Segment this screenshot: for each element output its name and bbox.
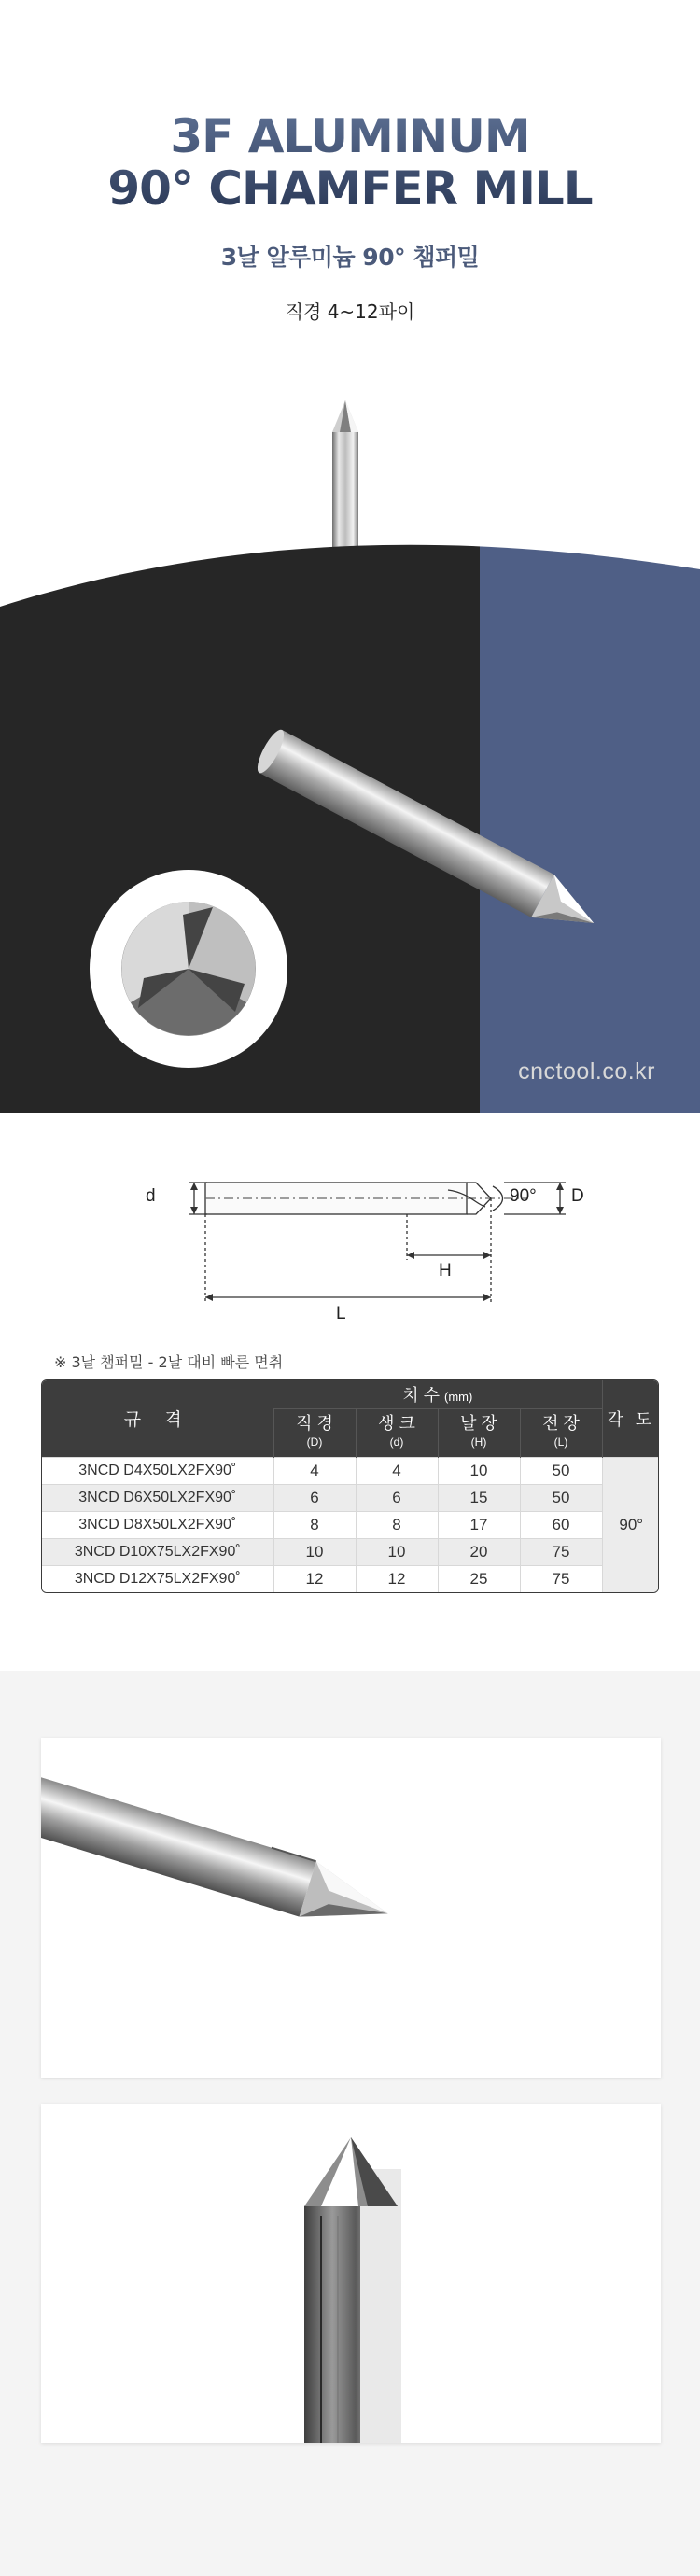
header-col-diameter xyxy=(273,1408,356,1457)
cell-overall-length: 60 xyxy=(520,1511,602,1538)
spec-note: ※ 3날 챔퍼밀 - 2날 대비 빠른 면취 xyxy=(54,1353,284,1371)
cell-flute-length: 20 xyxy=(438,1538,520,1565)
cell-shank: 12 xyxy=(356,1565,438,1592)
cell-overall-length: 50 xyxy=(520,1457,602,1484)
tool-photo-diagonal xyxy=(41,1738,661,2078)
cell-diameter: 6 xyxy=(273,1484,356,1511)
cell-diameter: 10 xyxy=(273,1538,356,1565)
hero-panel xyxy=(0,523,700,1113)
tool-photo-vertical xyxy=(41,2104,661,2443)
cell-shank: 8 xyxy=(356,1511,438,1538)
cell-overall-length: 75 xyxy=(520,1565,602,1592)
header-col-overall-length xyxy=(520,1408,602,1457)
header-dimension-label: 치 수 xyxy=(402,1385,440,1405)
cell-model: 3NCD D6X50LX2FX90˚ xyxy=(42,1484,273,1511)
dim-label-angle: 90° xyxy=(510,1186,537,1206)
dim-label-flute-length: H xyxy=(439,1261,452,1281)
table-row xyxy=(42,1457,659,1484)
header-col-shank xyxy=(356,1408,438,1457)
brand-watermark: cnctool.co.kr xyxy=(518,1058,655,1085)
cell-shank: 6 xyxy=(356,1484,438,1511)
product-title-line-2: 90° CHAMFER MILL xyxy=(107,161,593,216)
header-col-symbol: (D) xyxy=(306,1435,323,1449)
header-col-symbol: (d) xyxy=(389,1435,404,1449)
cell-model: 3NCD D8X50LX2FX90˚ xyxy=(42,1511,273,1538)
dim-label-overall-length: L xyxy=(336,1304,346,1323)
table-row xyxy=(42,1538,659,1565)
header-col-label: 전 장 xyxy=(542,1414,580,1433)
tool-drawing xyxy=(140,1162,607,1335)
cell-flute-length: 25 xyxy=(438,1565,520,1592)
header-col-flute-length xyxy=(438,1408,520,1457)
cell-angle: 90° xyxy=(602,1457,659,1592)
cell-flute-length: 17 xyxy=(438,1511,520,1538)
product-title xyxy=(0,110,700,215)
header-col-symbol: (L) xyxy=(553,1435,568,1449)
product-subtitle: 3날 알루미늄 90° 챔퍼밀 xyxy=(220,244,480,271)
header-dimension-unit: (mm) xyxy=(443,1389,473,1404)
cell-flute-length: 10 xyxy=(438,1457,520,1484)
header-dimension xyxy=(273,1380,602,1408)
cell-model: 3NCD D4X50LX2FX90˚ xyxy=(42,1457,273,1484)
cell-shank: 10 xyxy=(356,1538,438,1565)
photo-vertical-closeup xyxy=(41,2104,661,2443)
cell-overall-length: 50 xyxy=(520,1484,602,1511)
dimension-diagram xyxy=(140,1162,607,1335)
spec-table xyxy=(41,1379,659,1593)
header-col-label: 생 크 xyxy=(378,1414,415,1433)
cell-flute-length: 15 xyxy=(438,1484,520,1511)
diameter-caption: 직경 4~12파이 xyxy=(285,301,415,323)
cell-model: 3NCD D12X75LX2FX90˚ xyxy=(42,1565,273,1592)
cell-overall-length: 75 xyxy=(520,1538,602,1565)
header-col-label: 직 경 xyxy=(296,1414,333,1433)
cell-shank: 4 xyxy=(356,1457,438,1484)
dim-label-diameter: D xyxy=(571,1186,584,1206)
header-col-symbol: (H) xyxy=(470,1435,487,1449)
table-row xyxy=(42,1511,659,1538)
product-title-line-1: 3F ALUMINUM xyxy=(170,109,530,163)
photo-tip-closeup xyxy=(41,1738,661,2078)
header-spec: 규 격 xyxy=(42,1380,273,1457)
header-angle: 각 도 xyxy=(602,1380,659,1457)
cell-diameter: 12 xyxy=(273,1565,356,1592)
table-row xyxy=(42,1484,659,1511)
cell-model: 3NCD D10X75LX2FX90˚ xyxy=(42,1538,273,1565)
cell-diameter: 8 xyxy=(273,1511,356,1538)
header-col-label: 날 장 xyxy=(460,1414,497,1433)
dim-label-shank: d xyxy=(146,1186,156,1206)
cell-diameter: 4 xyxy=(273,1457,356,1484)
table-row xyxy=(42,1565,659,1592)
